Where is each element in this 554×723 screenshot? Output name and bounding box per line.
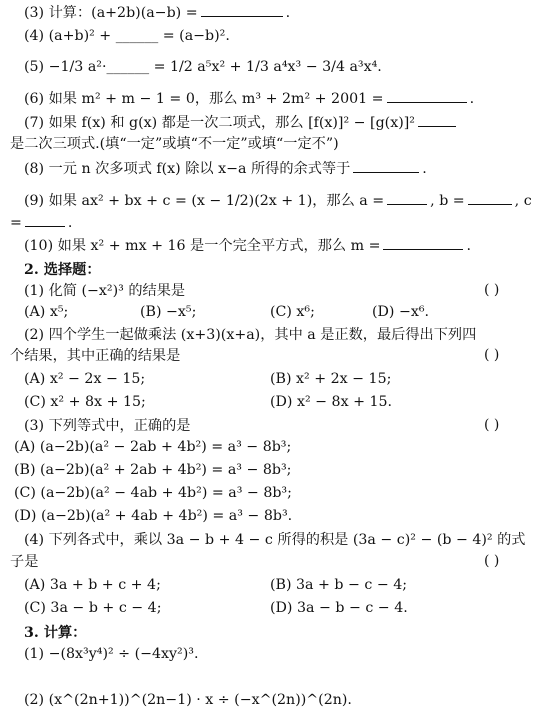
q3-option-c[interactable]: (C) (a−2b)(a² − 4ab + 4b²) = a³ − 8b³;: [14, 485, 292, 501]
item-7-line1: [24, 114, 459, 132]
q3-option-b[interactable]: (B) (a−2b)(a² + 2ab + 4b²) = a³ − 8b³;: [14, 462, 292, 478]
item-9-b-label: , b =: [430, 193, 465, 209]
q4-option-b[interactable]: (B) 3a + b − c − 4;: [270, 577, 408, 593]
q4-option-c[interactable]: (C) 3a − b + c − 4;: [24, 600, 162, 616]
q1-stem: (1) 化简 (−x²)³ 的结果是: [24, 283, 186, 299]
item-8-text: (8) 一元 n 次多项式 f(x) 除以 x−a 所得的余式等于: [24, 161, 351, 177]
section-2-title: 2. 选择题：: [24, 262, 101, 278]
answer-blank[interactable]: [418, 114, 456, 127]
item-3-text: (3) 计算：(a+2b)(a−b) =: [24, 5, 198, 21]
q3-option-d[interactable]: (D) (a−2b)(a² + 4ab + 4b²) = a³ − 8b³.: [14, 508, 293, 524]
item-9-cont: = .: [10, 215, 73, 231]
item-8: (8) 一元 n 次多项式 f(x) 除以 x−a 所得的余式等于 .: [24, 161, 427, 177]
item-7-line2: 是二次三项式.(填“一定”或填“不一定”或填“一定不”): [10, 136, 339, 152]
item-10: (10) 如果 x² + mx + 16 是一个完全平方式，那么 m = .: [24, 238, 471, 254]
answer-blank-b[interactable]: [468, 192, 512, 205]
q2-option-d[interactable]: (D) x² − 8x + 15.: [270, 394, 393, 410]
answer-blank[interactable]: [383, 237, 463, 250]
q4-stem-line1: (4) 下列各式中，乘以 3a − b + 4 − c 所得的积是 (3a − c)² − (b − 4)² 的式: [24, 532, 526, 548]
item-6-text: (6) 如果 m² + m − 1 = 0，那么 m³ + 2m² + 2001 =: [24, 91, 384, 107]
q3-answer-paren[interactable]: ( ): [484, 417, 500, 433]
item-9-eq: =: [10, 215, 22, 231]
q2-stem-line2: 个结果，其中正确的结果是: [10, 348, 181, 364]
answer-blank[interactable]: [201, 4, 283, 17]
q2-answer-paren[interactable]: ( ): [484, 347, 500, 363]
item-6: (6) 如果 m² + m − 1 = 0，那么 m³ + 2m² + 2001 = .: [24, 91, 475, 107]
q4-option-a[interactable]: (A) 3a + b + c + 4;: [24, 577, 161, 593]
q4-option-d[interactable]: (D) 3a − b − c − 4.: [270, 600, 408, 616]
answer-blank-c[interactable]: [25, 214, 65, 227]
q4-answer-paren[interactable]: ( ): [484, 553, 500, 569]
q1-answer-paren[interactable]: ( ): [484, 282, 500, 298]
q1-option-d[interactable]: (D) −x⁶.: [372, 304, 430, 320]
q2-option-b[interactable]: (B) x² + 2x − 15;: [270, 371, 392, 387]
item-10-text: (10) 如果 x² + mx + 16 是一个完全平方式，那么 m =: [24, 238, 381, 254]
q3-option-a[interactable]: (A) (a−2b)(a² − 2ab + 4b²) = a³ − 8b³;: [14, 439, 292, 455]
q1-option-c[interactable]: (C) x⁶;: [270, 304, 315, 320]
q1-option-a[interactable]: (A) x⁵;: [24, 304, 69, 320]
item-5: (5) −1/3 a²·______ = 1/2 a⁵x² + 1/3 a⁴x³ − 3/4 a³x⁴.: [24, 59, 382, 75]
q2-option-c[interactable]: (C) x² + 8x + 15;: [24, 394, 146, 410]
q4-stem-line2: 子是: [10, 554, 39, 570]
item-7-text: (7) 如果 f(x) 和 g(x) 都是一次二项式，那么 [f(x)]² − [g(x)]²: [24, 115, 415, 131]
calc-1: (1) −(8x³y⁴)² ÷ (−4xy²)³.: [24, 646, 199, 662]
answer-blank-a[interactable]: [387, 192, 427, 205]
q1-option-b[interactable]: (B) −x⁵;: [140, 304, 197, 320]
item-4: (4) (a+b)² + ______ = (a−b)².: [24, 28, 230, 44]
q3-stem: (3) 下列等式中，正确的是: [24, 418, 191, 434]
section-3-title: 3. 计算：: [24, 625, 87, 641]
q2-option-a[interactable]: (A) x² − 2x − 15;: [24, 371, 146, 387]
calc-2: (2) (x^(2n+1))^(2n−1) · x ÷ (−x^(2n))^(2n).: [24, 692, 352, 708]
item-9: [24, 192, 532, 210]
item-3: (3) 计算：(a+2b)(a−b) = .: [24, 5, 291, 21]
q2-stem-line1: (2) 四个学生一起做乘法 (x+3)(x+a)，其中 a 是正数，最后得出下列四: [24, 327, 477, 343]
answer-blank[interactable]: [353, 160, 419, 173]
item-9-c-label: , c: [514, 193, 532, 209]
answer-blank[interactable]: [387, 90, 467, 103]
item-9-text: (9) 如果 ax² + bx + c = (x − 1/2)(2x + 1)，那么 a =: [24, 193, 385, 209]
